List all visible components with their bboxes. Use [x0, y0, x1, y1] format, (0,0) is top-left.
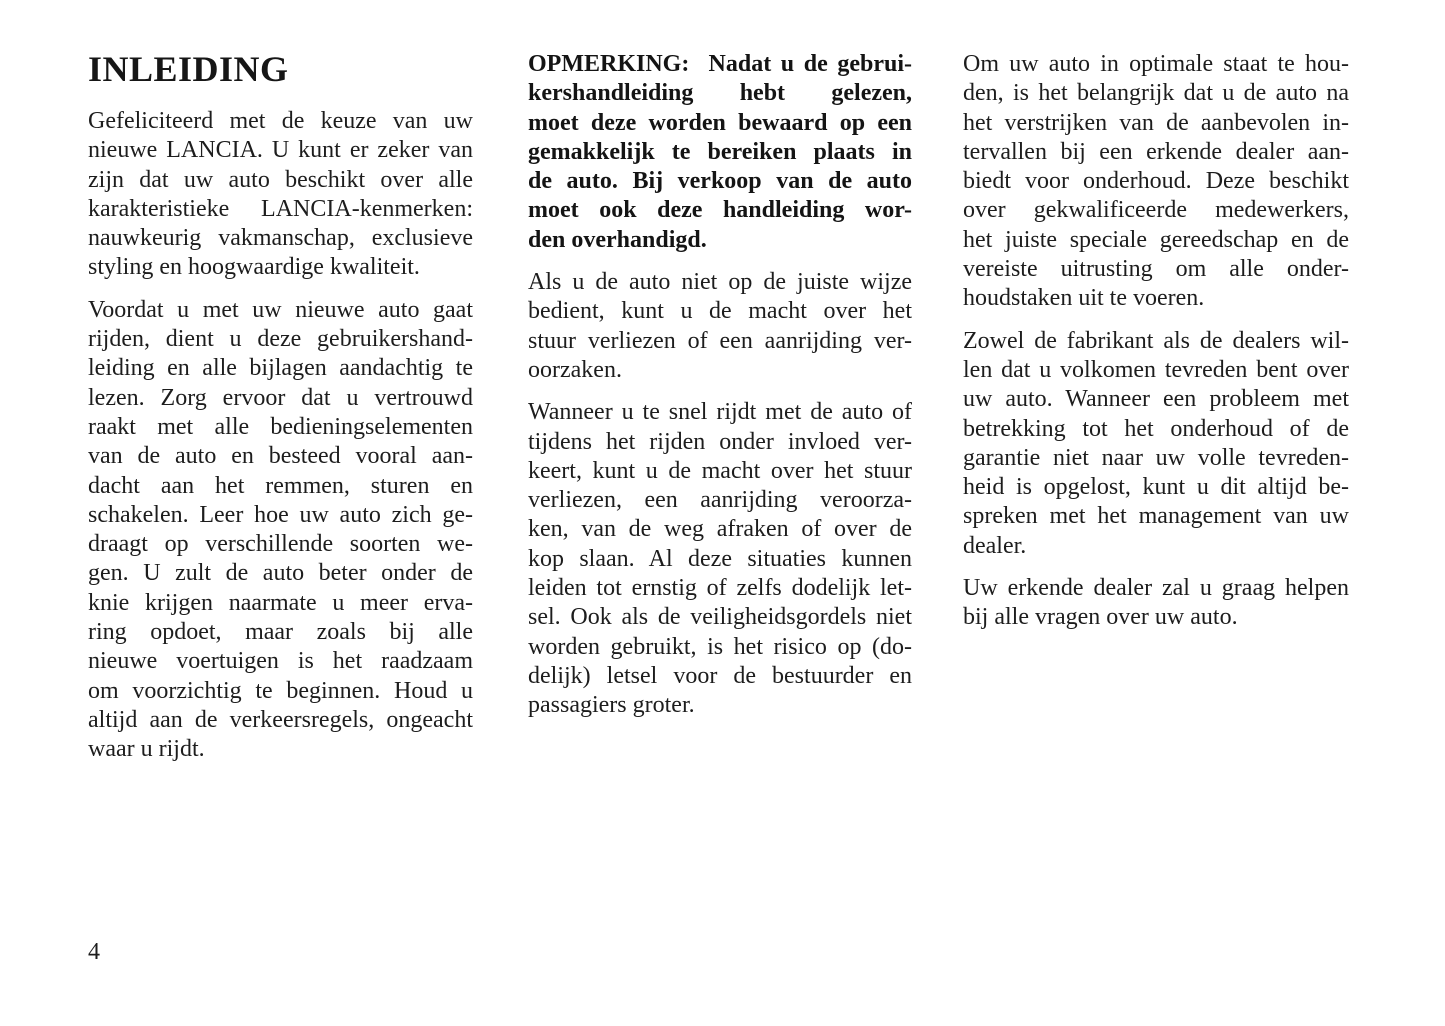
body-paragraph — [963, 50, 1349, 314]
text-line: Uw erkende dealer zal u graag helpen — [963, 575, 1349, 602]
text-line: tijdens het rijden onder invloed ver- — [528, 428, 912, 455]
text-line: bij alle vragen over uw auto. — [963, 604, 1238, 631]
text-line: spreken met het management van uw — [963, 503, 1349, 530]
text-line: waar u rijdt. — [88, 736, 205, 763]
text-line: stuur verliezen of een aanrijding ver- — [528, 327, 912, 354]
text-line: raakt met alle bedieningselementen — [88, 413, 473, 440]
text-line: altijd aan de verkeersregels, ongeacht — [88, 706, 473, 733]
text-line: het juiste speciale gereedschap en de — [963, 226, 1349, 253]
text-line: oorzaken. — [528, 356, 622, 383]
text-line: leiding en alle bijlagen aandachtig te — [88, 355, 473, 382]
text-line: rijden, dient u deze gebruikershand- — [88, 326, 473, 353]
text-line: ring opdoet, maar zoals bij alle — [88, 619, 473, 646]
text-line: karakteristieke LANCIA-kenmerken: — [88, 195, 473, 222]
text-line: moet deze worden bewaard op een — [528, 109, 912, 136]
text-line: schakelen. Leer hoe uw auto zich ge- — [88, 501, 473, 528]
body-paragraph — [963, 574, 1349, 633]
text-line: Voordat u met uw nieuwe auto gaat — [88, 296, 473, 323]
text-column-right — [963, 50, 1349, 646]
text-line: worden gebruikt, is het risico op (do- — [528, 633, 912, 660]
text-line: nauwkeurig vakmanschap, exclusieve — [88, 225, 473, 252]
text-line: Om uw auto in optimale staat te hou- — [963, 51, 1349, 77]
body-paragraph — [88, 107, 473, 283]
text-line: knie krijgen naarmate u meer erva- — [88, 589, 473, 616]
text-line: styling en hoogwaardige kwaliteit. — [88, 254, 420, 281]
body-paragraph — [963, 327, 1349, 561]
text-line: lezen. Zorg ervoor dat u vertrouwd — [88, 384, 473, 411]
text-line: de auto. Bij verkoop van de auto — [528, 168, 912, 195]
text-line: bedient, kunt u de macht over het — [528, 298, 912, 325]
text-line: Zowel de fabrikant als de dealers wil- — [963, 327, 1349, 354]
text-line: moet ook deze handleiding wor- — [528, 197, 912, 224]
text-line: dealer. — [963, 532, 1027, 559]
text-line: gen. U zult de auto beter onder de — [88, 560, 473, 587]
text-line: den, is het belangrijk dat u de auto na — [963, 80, 1349, 107]
text-line: passagiers groter. — [528, 692, 695, 719]
text-line: Gefeliciteerd met de keuze van uw — [88, 108, 473, 134]
page-number: 4 — [88, 939, 100, 965]
text-column-left — [88, 50, 473, 778]
text-line: draagt op verschillende soorten we- — [88, 531, 473, 558]
text-line: om voorzichtig te beginnen. Houd u — [88, 677, 473, 704]
text-line: Als u de auto niet op de juiste wijze — [528, 269, 912, 296]
text-line: over gekwalificeerde medewerkers, — [963, 197, 1349, 224]
text-line: Wanneer u te snel rijdt met de auto of — [528, 399, 912, 426]
text-line: ken, van de weg afraken of over de — [528, 516, 912, 543]
text-line: houdstaken uit te voeren. — [963, 285, 1205, 312]
text-line: dacht aan het remmen, sturen en — [88, 472, 473, 499]
text-line: tervallen bij een erkende dealer aan- — [963, 138, 1349, 165]
text-line: verliezen, een aanrijding veroorza- — [528, 487, 912, 514]
text-line: delijk) letsel voor de bestuurder en — [528, 662, 912, 689]
body-paragraph — [528, 398, 912, 720]
text-line: leiden tot ernstig of zelfs dodelijk let- — [528, 575, 912, 602]
text-column-middle — [528, 50, 912, 734]
text-line: zijn dat uw auto beschikt over alle — [88, 166, 473, 193]
section-title: INLEIDING — [88, 49, 289, 89]
text-line: OPMERKING: Nadat u de gebrui- — [528, 51, 912, 77]
text-line: den overhandigd. — [528, 226, 707, 253]
text-line: uw auto. Wanneer een probleem met — [963, 386, 1349, 413]
text-line: biedt voor onderhoud. Deze beschikt — [963, 168, 1349, 195]
text-line: sel. Ook als de veiligheidsgordels niet — [528, 604, 912, 631]
text-line: vereiste uitrusting om alle onder- — [963, 256, 1349, 283]
body-paragraph — [528, 268, 912, 385]
text-line: betrekking tot het onderhoud of de — [963, 415, 1349, 442]
note-paragraph — [528, 50, 912, 255]
text-line: kershandleiding hebt gelezen, — [528, 80, 912, 107]
text-line: nieuwe LANCIA. U kunt er zeker van — [88, 137, 473, 164]
text-line: van de auto en besteed vooral aan- — [88, 443, 473, 470]
text-line: keert, kunt u de macht over het stuur — [528, 457, 912, 484]
text-line: nieuwe voertuigen is het raadzaam — [88, 648, 473, 675]
text-line: len dat u volkomen tevreden bent over — [963, 356, 1349, 383]
text-line: heid is opgelost, kunt u dit altijd be- — [963, 474, 1349, 501]
text-line: kop slaan. Al deze situaties kunnen — [528, 545, 912, 572]
text-line: garantie niet naar uw volle tevreden- — [963, 444, 1349, 471]
text-line: het verstrijken van de aanbevolen in- — [963, 109, 1349, 136]
text-line: gemakkelijk te bereiken plaats in — [528, 138, 912, 165]
body-paragraph — [88, 296, 473, 765]
